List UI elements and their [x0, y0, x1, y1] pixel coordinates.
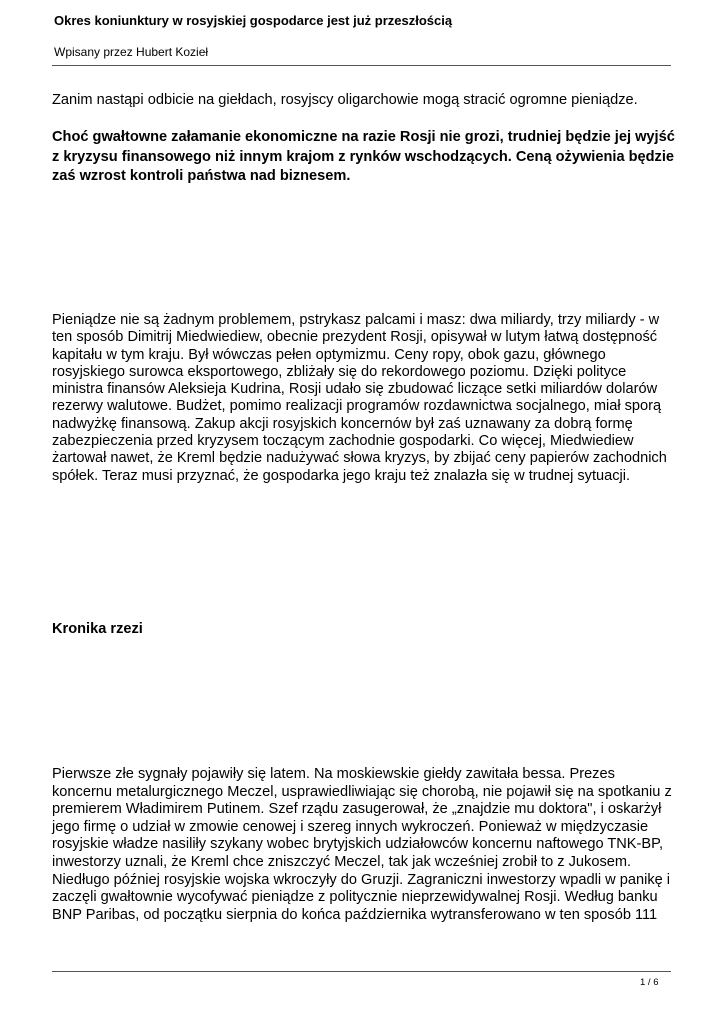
header-divider [52, 65, 671, 66]
footer-divider [52, 971, 671, 972]
document-title: Okres koniunktury w rosyjskiej gospodarce jest już przeszłością [54, 13, 453, 28]
author-line: Wpisany przez Hubert Kozieł [54, 45, 209, 59]
lead-paragraph: Choć gwałtowne załamanie ekonomiczne na razie Rosji nie grozi, trudniej będzie jej wyjść z kryzysu finansowego niż innym krajom z rynków wschodzących. Ceną ożywienia będzie zaś wzrost kontroli państwa nad biznesem. [52, 129, 675, 184]
page-number: 1 / 6 [640, 977, 659, 988]
intro-paragraph: Zanim nastąpi odbicie na giełdach, rosyjscy oligarchowie mogą stracić ogromne pieniądze. [52, 92, 638, 108]
section-heading: Kronika rzezi [52, 621, 143, 637]
body-paragraph-1: Pieniądze nie są żadnym problemem, pstrykasz palcami i masz: dwa miliardy, trzy miliardy - w ten sposób Dimitrij Miedwiediew, obecnie prezydent Rosji, opisywał w lutym łatwą dostępność kapitału w tym kraju. Był wówczas pełen optymizmu. Ceny ropy, obok gazu, głównego rosyjskiego surowca eksportowego, zbliżały się do rekordowego poziomu. Dzięki polityce ministra finansów Aleksieja Kudrina, Rosji udało się zbudować liczące setki miliardów dolarów rezerwy walutowe. Budżet, pomimo realizacji programów rozdawnictwa socjalnego, miał sporą nadwyżkę finansową. Zakup akcji rosyjskich koncernów był zaś uznawany za dobrą formę zabezpieczenia przed kryzysem toczącym zachodnie gospodarki. Co więcej, Miedwiediew żartował nawet, że Kreml będzie nadużywać słowa kryzys, by zbijać ceny papierów zachodnich spółek. Teraz musi przyznać, że gospodarka jego kraju też znalazła się w trudnej sytuacji. [52, 312, 667, 484]
body-paragraph-2: Pierwsze złe sygnały pojawiły się latem. Na moskiewskie giełdy zawitała bessa. Prezes koncernu metalurgicznego Meczel, usprawiedliwiając się chorobą, nie pojawił się na spotkaniu z premierem Władimirem Putinem. Szef rządu zasugerował, że „znajdzie mu doktora", i oskarżył jego firmę o udział w zmowie cenowej i szereg innych wykroczeń. Ponieważ w międzyczasie rosyjskie władze nasiliły szykany wobec brytyjskich udziałowców koncernu naftowego TNK-BP, inwestorzy uznali, że Kreml chce zniszczyć Meczel, tak jak wcześniej zrobił to z Jukosem. Niedługo później rosyjskie wojska wkroczyły do Gruzji. Zagraniczni inwestorzy wpadli w panikę i zaczęli gwałtownie wycofywać pieniądze z politycznie nieprzewidywalnej Rosji. Według banku BNP Paribas, od początku sierpnia do końca października wytransferowano w ten sposób 111 [52, 766, 672, 923]
